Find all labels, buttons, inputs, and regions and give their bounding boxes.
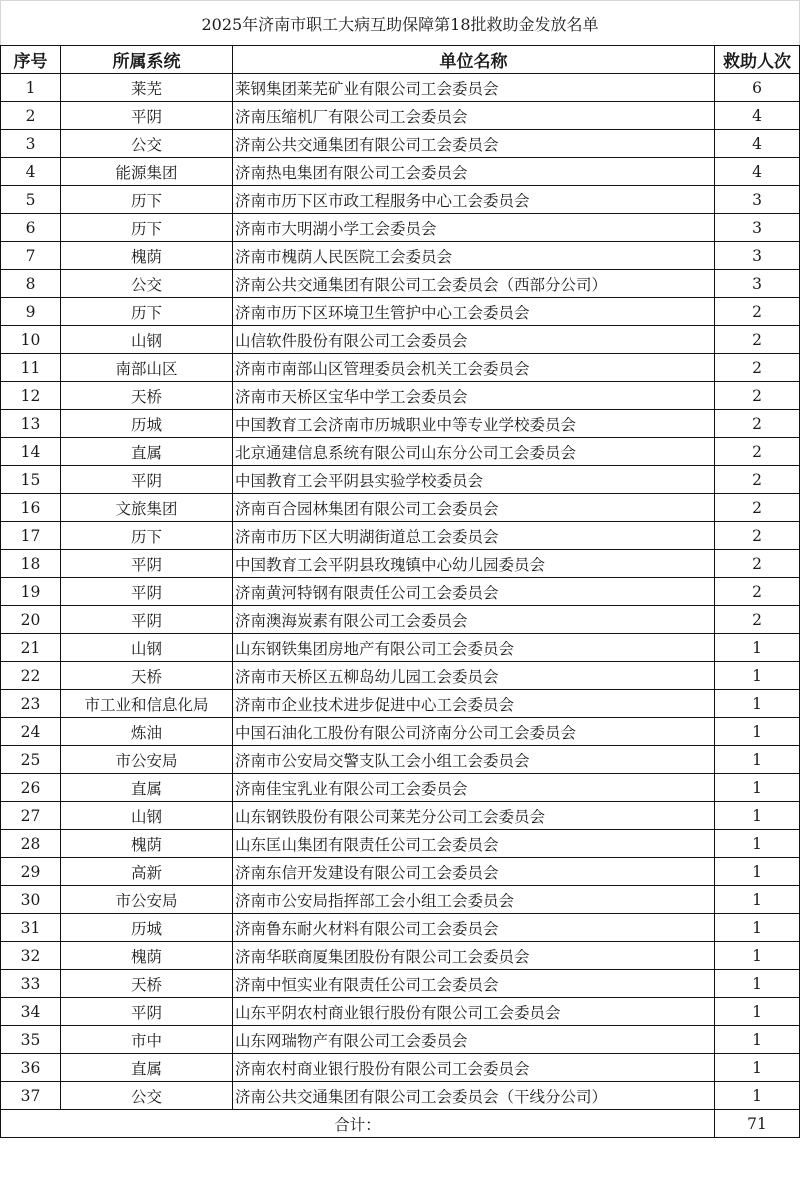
cell-system: 山钢 — [61, 326, 233, 354]
cell-count: 1 — [715, 802, 800, 830]
cell-count: 1 — [715, 1026, 800, 1054]
cell-no: 30 — [1, 886, 61, 914]
cell-no: 7 — [1, 242, 61, 270]
cell-count: 2 — [715, 494, 800, 522]
table-title: 2025年济南市职工大病互助保障第18批救助金发放名单 — [0, 0, 800, 45]
cell-system: 市工业和信息化局 — [61, 690, 233, 718]
cell-system: 莱芜 — [61, 74, 233, 102]
header-unit: 单位名称 — [233, 46, 715, 74]
cell-count: 1 — [715, 774, 800, 802]
cell-system: 公交 — [61, 270, 233, 298]
cell-unit: 济南市历下区大明湖街道总工会委员会 — [233, 522, 715, 550]
table-row — [1, 718, 800, 746]
cell-unit: 中国教育工会平阴县实验学校委员会 — [233, 466, 715, 494]
cell-count: 4 — [715, 102, 800, 130]
cell-system: 历城 — [61, 914, 233, 942]
cell-system: 高新 — [61, 858, 233, 886]
cell-unit: 济南公共交通集团有限公司工会委员会 — [233, 130, 715, 158]
table-row — [1, 158, 800, 186]
cell-no: 19 — [1, 578, 61, 606]
cell-unit: 济南鲁东耐火材料有限公司工会委员会 — [233, 914, 715, 942]
cell-no: 8 — [1, 270, 61, 298]
cell-count: 4 — [715, 158, 800, 186]
cell-count: 1 — [715, 1054, 800, 1082]
cell-system: 历下 — [61, 298, 233, 326]
cell-system: 平阴 — [61, 606, 233, 634]
cell-no: 31 — [1, 914, 61, 942]
cell-unit: 济南市天桥区宝华中学工会委员会 — [233, 382, 715, 410]
cell-system: 山钢 — [61, 802, 233, 830]
cell-count: 1 — [715, 998, 800, 1026]
table-row — [1, 130, 800, 158]
cell-count: 1 — [715, 914, 800, 942]
cell-unit: 济南农村商业银行股份有限公司工会委员会 — [233, 1054, 715, 1082]
cell-unit: 济南澳海炭素有限公司工会委员会 — [233, 606, 715, 634]
cell-system: 天桥 — [61, 382, 233, 410]
table-row — [1, 270, 800, 298]
cell-unit: 济南市历下区市政工程服务中心工会委员会 — [233, 186, 715, 214]
cell-unit: 济南市公安局交警支队工会小组工会委员会 — [233, 746, 715, 774]
table-row — [1, 914, 800, 942]
cell-unit: 济南华联商厦集团股份有限公司工会委员会 — [233, 942, 715, 970]
cell-no: 21 — [1, 634, 61, 662]
cell-system: 直属 — [61, 438, 233, 466]
table-row — [1, 298, 800, 326]
cell-count: 2 — [715, 326, 800, 354]
header-system: 所属系统 — [61, 46, 233, 74]
table-row — [1, 186, 800, 214]
cell-unit: 济南市公安局指挥部工会小组工会委员会 — [233, 886, 715, 914]
table-row — [1, 634, 800, 662]
cell-system: 直属 — [61, 774, 233, 802]
cell-unit: 济南公共交通集团有限公司工会委员会（干线分公司） — [233, 1082, 715, 1110]
cell-count: 2 — [715, 382, 800, 410]
cell-unit: 北京通建信息系统有限公司山东分公司工会委员会 — [233, 438, 715, 466]
cell-unit: 济南热电集团有限公司工会委员会 — [233, 158, 715, 186]
cell-unit: 济南市历下区环境卫生管护中心工会委员会 — [233, 298, 715, 326]
header-count: 救助人次 — [715, 46, 800, 74]
cell-system: 槐荫 — [61, 942, 233, 970]
table-row — [1, 466, 800, 494]
cell-no: 37 — [1, 1082, 61, 1110]
cell-no: 12 — [1, 382, 61, 410]
cell-count: 2 — [715, 606, 800, 634]
cell-unit: 济南黄河特钢有限责任公司工会委员会 — [233, 578, 715, 606]
header-row — [1, 46, 800, 74]
cell-no: 16 — [1, 494, 61, 522]
cell-count: 1 — [715, 830, 800, 858]
table-row — [1, 550, 800, 578]
cell-count: 2 — [715, 522, 800, 550]
cell-unit: 山东钢铁股份有限公司莱芜分公司工会委员会 — [233, 802, 715, 830]
cell-count: 1 — [715, 662, 800, 690]
cell-count: 2 — [715, 550, 800, 578]
cell-no: 2 — [1, 102, 61, 130]
cell-system: 平阴 — [61, 578, 233, 606]
table-body — [1, 74, 800, 1110]
cell-system: 公交 — [61, 130, 233, 158]
cell-count: 6 — [715, 74, 800, 102]
cell-no: 15 — [1, 466, 61, 494]
table-row — [1, 970, 800, 998]
cell-system: 平阴 — [61, 998, 233, 1026]
table-row — [1, 1054, 800, 1082]
cell-no: 4 — [1, 158, 61, 186]
cell-unit: 莱钢集团莱芜矿业有限公司工会委员会 — [233, 74, 715, 102]
cell-unit: 中国教育工会济南市历城职业中等专业学校委员会 — [233, 410, 715, 438]
cell-count: 2 — [715, 438, 800, 466]
cell-count: 3 — [715, 270, 800, 298]
cell-count: 1 — [715, 942, 800, 970]
cell-system: 市公安局 — [61, 886, 233, 914]
table-row — [1, 802, 800, 830]
cell-no: 18 — [1, 550, 61, 578]
table-row — [1, 774, 800, 802]
cell-count: 4 — [715, 130, 800, 158]
cell-unit: 济南压缩机厂有限公司工会委员会 — [233, 102, 715, 130]
table-row — [1, 214, 800, 242]
cell-system: 直属 — [61, 1054, 233, 1082]
table-row — [1, 102, 800, 130]
table-row — [1, 690, 800, 718]
table-row — [1, 606, 800, 634]
table-row — [1, 522, 800, 550]
cell-system: 历下 — [61, 186, 233, 214]
cell-no: 11 — [1, 354, 61, 382]
cell-no: 13 — [1, 410, 61, 438]
cell-no: 26 — [1, 774, 61, 802]
cell-system: 南部山区 — [61, 354, 233, 382]
table-row — [1, 746, 800, 774]
table-row — [1, 858, 800, 886]
cell-no: 6 — [1, 214, 61, 242]
cell-count: 2 — [715, 298, 800, 326]
cell-unit: 济南市槐荫人民医院工会委员会 — [233, 242, 715, 270]
cell-system: 天桥 — [61, 662, 233, 690]
cell-count: 2 — [715, 410, 800, 438]
header-no: 序号 — [1, 46, 61, 74]
cell-unit: 济南市大明湖小学工会委员会 — [233, 214, 715, 242]
cell-unit: 中国教育工会平阴县玫瑰镇中心幼儿园委员会 — [233, 550, 715, 578]
cell-no: 20 — [1, 606, 61, 634]
cell-unit: 济南东信开发建设有限公司工会委员会 — [233, 858, 715, 886]
cell-no: 35 — [1, 1026, 61, 1054]
table-row — [1, 326, 800, 354]
cell-count: 1 — [715, 1082, 800, 1110]
cell-unit: 中国石油化工股份有限公司济南分公司工会委员会 — [233, 718, 715, 746]
table-row — [1, 662, 800, 690]
cell-system: 平阴 — [61, 466, 233, 494]
cell-unit: 山东钢铁集团房地产有限公司工会委员会 — [233, 634, 715, 662]
cell-unit: 济南中恒实业有限责任公司工会委员会 — [233, 970, 715, 998]
table-row — [1, 1026, 800, 1054]
cell-unit: 济南百合园林集团有限公司工会委员会 — [233, 494, 715, 522]
cell-system: 历城 — [61, 410, 233, 438]
cell-count: 1 — [715, 634, 800, 662]
cell-system: 平阴 — [61, 102, 233, 130]
cell-no: 28 — [1, 830, 61, 858]
cell-no: 25 — [1, 746, 61, 774]
cell-count: 3 — [715, 214, 800, 242]
cell-count: 1 — [715, 886, 800, 914]
table-row — [1, 998, 800, 1026]
cell-no: 32 — [1, 942, 61, 970]
cell-system: 炼油 — [61, 718, 233, 746]
cell-count: 2 — [715, 354, 800, 382]
table-row — [1, 438, 800, 466]
cell-unit: 山信软件股份有限公司工会委员会 — [233, 326, 715, 354]
cell-no: 24 — [1, 718, 61, 746]
cell-count: 1 — [715, 858, 800, 886]
cell-unit: 济南市企业技术进步促进中心工会委员会 — [233, 690, 715, 718]
table-row — [1, 242, 800, 270]
cell-unit: 济南市天桥区五柳岛幼儿园工会委员会 — [233, 662, 715, 690]
table-row — [1, 354, 800, 382]
cell-no: 9 — [1, 298, 61, 326]
cell-unit: 济南市南部山区管理委员会机关工会委员会 — [233, 354, 715, 382]
cell-system: 天桥 — [61, 970, 233, 998]
table-row — [1, 74, 800, 102]
table-row — [1, 494, 800, 522]
cell-no: 23 — [1, 690, 61, 718]
table-row — [1, 942, 800, 970]
cell-no: 33 — [1, 970, 61, 998]
cell-system: 能源集团 — [61, 158, 233, 186]
cell-count: 3 — [715, 186, 800, 214]
cell-count: 3 — [715, 242, 800, 270]
table-row — [1, 1082, 800, 1110]
table-row — [1, 382, 800, 410]
cell-no: 29 — [1, 858, 61, 886]
cell-no: 5 — [1, 186, 61, 214]
total-label: 合计： — [1, 1110, 715, 1138]
cell-unit: 山东网瑞物产有限公司工会委员会 — [233, 1026, 715, 1054]
cell-system: 文旅集团 — [61, 494, 233, 522]
cell-count: 1 — [715, 970, 800, 998]
total-row — [1, 1110, 800, 1138]
table-row — [1, 410, 800, 438]
cell-system: 历下 — [61, 214, 233, 242]
cell-no: 14 — [1, 438, 61, 466]
total-count: 71 — [715, 1110, 800, 1138]
cell-count: 1 — [715, 746, 800, 774]
cell-unit: 济南佳宝乳业有限公司工会委员会 — [233, 774, 715, 802]
cell-count: 2 — [715, 578, 800, 606]
cell-no: 22 — [1, 662, 61, 690]
cell-system: 公交 — [61, 1082, 233, 1110]
cell-no: 34 — [1, 998, 61, 1026]
table-row — [1, 830, 800, 858]
cell-no: 17 — [1, 522, 61, 550]
cell-system: 平阴 — [61, 550, 233, 578]
cell-no: 1 — [1, 74, 61, 102]
cell-system: 市公安局 — [61, 746, 233, 774]
cell-no: 3 — [1, 130, 61, 158]
cell-system: 山钢 — [61, 634, 233, 662]
cell-count: 1 — [715, 718, 800, 746]
relief-table — [0, 45, 800, 1138]
cell-count: 1 — [715, 690, 800, 718]
cell-unit: 山东匡山集团有限责任公司工会委员会 — [233, 830, 715, 858]
cell-system: 槐荫 — [61, 830, 233, 858]
cell-unit: 山东平阴农村商业银行股份有限公司工会委员会 — [233, 998, 715, 1026]
cell-system: 市中 — [61, 1026, 233, 1054]
cell-unit: 济南公共交通集团有限公司工会委员会（西部分公司） — [233, 270, 715, 298]
cell-no: 36 — [1, 1054, 61, 1082]
table-row — [1, 886, 800, 914]
cell-system: 槐荫 — [61, 242, 233, 270]
cell-no: 27 — [1, 802, 61, 830]
cell-no: 10 — [1, 326, 61, 354]
table-row — [1, 578, 800, 606]
cell-count: 2 — [715, 466, 800, 494]
cell-system: 历下 — [61, 522, 233, 550]
